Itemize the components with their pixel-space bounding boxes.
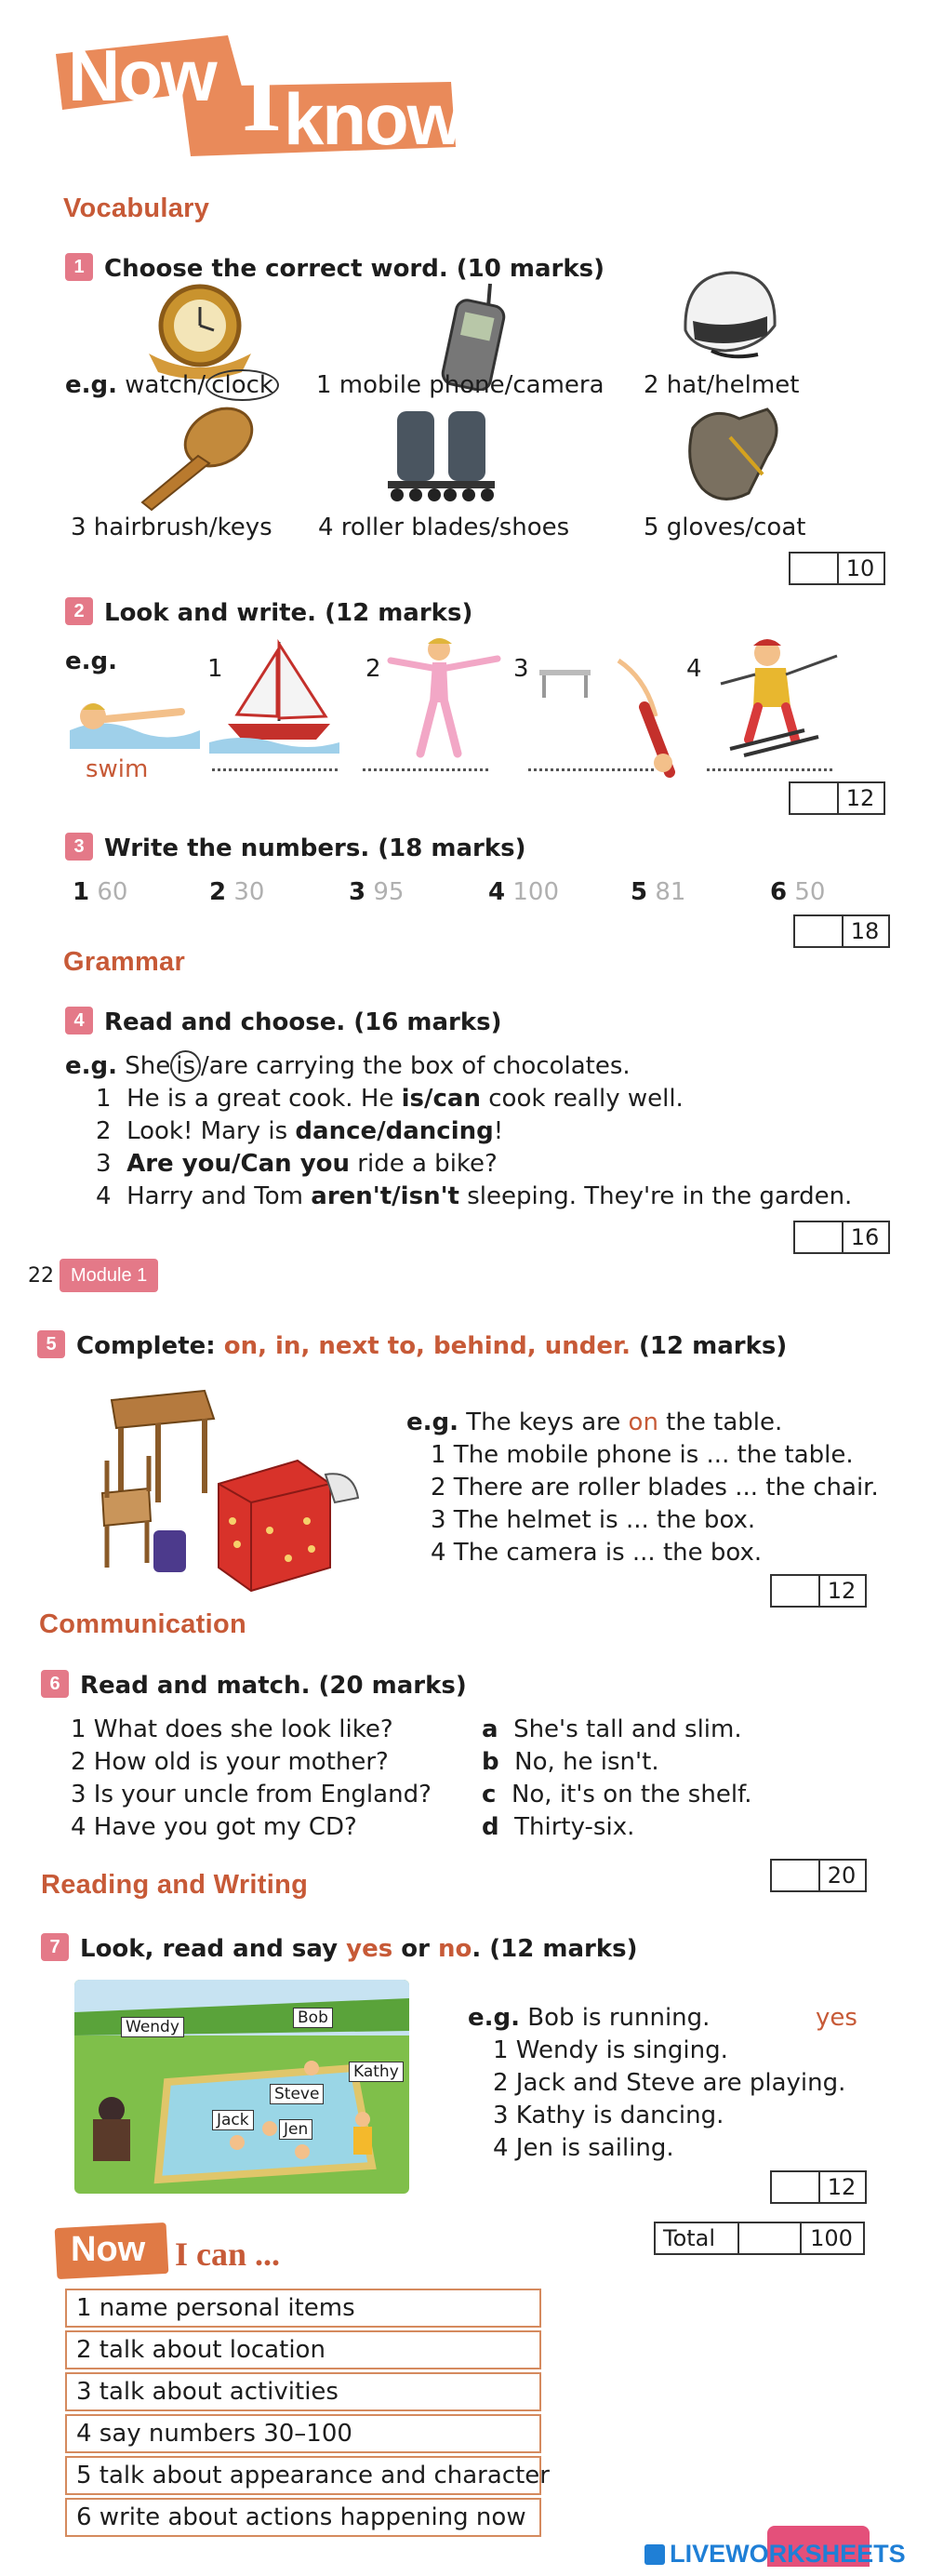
ex2-score-box — [789, 781, 885, 815]
ex7-number: 7 — [41, 1933, 69, 1961]
ex3-item-2-value: 30 — [233, 878, 265, 906]
label-steve: Steve — [270, 2084, 324, 2104]
ex2-answer-line-3[interactable] — [528, 767, 654, 771]
ex4-item-1-post: cook really well. — [481, 1085, 684, 1113]
ex4-eg-rest: /are carrying the box of chocolates. — [201, 1052, 631, 1080]
ex1-number: 1 — [65, 253, 93, 281]
ex4-item-4-choice: aren't/isn't — [311, 1182, 459, 1210]
ex7-title-or: or — [392, 1935, 438, 1963]
ex2-answer-line-4[interactable] — [707, 767, 832, 771]
ex5-item-3: 3 The helmet is ... the box. — [431, 1506, 756, 1534]
ex7-item-3: 3 Kathy is dancing. — [493, 2102, 724, 2129]
ex7-item-4: 4 Jen is sailing. — [493, 2134, 674, 2162]
ex3-item-2 — [209, 879, 264, 906]
ex7-eg-answer: yes — [816, 2004, 857, 2032]
page-number: 22 — [28, 1264, 54, 1288]
ex4-score-input[interactable] — [795, 1222, 844, 1252]
skier-illustration — [716, 633, 846, 763]
watermark-text: LIVEWORKSHEETS — [670, 2540, 906, 2568]
ex6-answer-b-text: No, he isn't. — [514, 1748, 659, 1776]
ex3-item-1-value: 60 — [97, 878, 128, 906]
ex4-eg-prefix: e.g. — [65, 1052, 117, 1080]
ex3-item-6-n: 6 — [770, 878, 788, 906]
ex4-title: Read and choose. (16 marks) — [104, 1008, 502, 1036]
ex6-question-2: 2 How old is your mother? — [71, 1748, 389, 1776]
ex7-item-1: 1 Wendy is singing. — [493, 2036, 728, 2064]
ex1-eg-option-circled: clock — [206, 369, 279, 401]
ex6-question-1: 1 What does she look like? — [71, 1715, 393, 1743]
ex5-score-max: 12 — [827, 1578, 857, 1604]
ex5-eg-b: the table. — [658, 1408, 783, 1436]
ex6-answer-c — [482, 1782, 752, 1809]
ex2-title: Look and write. (12 marks) — [104, 599, 473, 627]
ex1-item-4: 4 roller blades/shoes — [318, 514, 570, 541]
ex7-title-no: no — [437, 1935, 472, 1963]
ex5-title-prefix: Complete: — [76, 1332, 224, 1360]
roller-blades-illustration — [383, 402, 504, 514]
ex4-eg-circled: is — [170, 1050, 201, 1082]
ex1-eg-option-a: watch/ — [125, 371, 206, 399]
ex3-item-5-n: 5 — [631, 878, 648, 906]
ex7-score-input[interactable] — [772, 2172, 820, 2202]
ex3-item-1-n: 1 — [73, 878, 90, 906]
ex1-eg — [65, 372, 279, 399]
ex4-item-4-post: sleeping. They're in the garden. — [458, 1182, 853, 1210]
ex4-eg-subject: She — [125, 1052, 171, 1080]
total-value: 100 — [810, 2225, 853, 2251]
ex6-answer-d — [482, 1814, 634, 1841]
park-scene — [74, 1980, 409, 2194]
ex3-item-6-value: 50 — [794, 878, 826, 906]
ex5-item-4: 4 The camera is ... the box. — [431, 1539, 763, 1567]
ex4-item-2-post: ! — [493, 1117, 504, 1145]
ex6-answer-c-letter: c — [482, 1781, 497, 1809]
ex6-answer-d-letter: d — [482, 1813, 499, 1841]
total-label: Total — [656, 2223, 739, 2253]
ex3-score-box — [793, 914, 890, 948]
ex3-item-2-n: 2 — [209, 878, 227, 906]
ex4-item-3 — [96, 1151, 498, 1178]
ex4-item-1 — [96, 1086, 684, 1113]
ex4-item-4 — [96, 1183, 852, 1210]
ex7-title-yes: yes — [346, 1935, 393, 1963]
now-i-can-title-now: Now — [71, 2230, 146, 2269]
ex2-eg-label: e.g. — [65, 647, 117, 675]
ex6-answer-c-text: No, it's on the shelf. — [511, 1781, 752, 1809]
ex7-title — [80, 1935, 638, 1963]
ex3-item-3-value: 95 — [373, 878, 405, 906]
now-i-can-item-3: 3 talk about activities — [65, 2372, 541, 2411]
ex3-item-5-value: 81 — [655, 878, 686, 906]
ex6-number: 6 — [41, 1670, 69, 1698]
total-box — [654, 2222, 865, 2255]
ex2-number-3: 3 — [513, 655, 529, 683]
ex6-score-box — [770, 1859, 867, 1892]
ex4-item-1-choice: is/can — [401, 1085, 481, 1113]
park-picture — [74, 1980, 409, 2194]
ex1-title: Choose the correct word. (10 marks) — [104, 255, 605, 283]
ex3-item-4-n: 4 — [488, 878, 506, 906]
now-i-can-item-4: 4 say numbers 30–100 — [65, 2414, 541, 2453]
ex6-score-max: 20 — [827, 1862, 857, 1889]
ex1-score-max: 10 — [845, 555, 875, 581]
ex4-item-2 — [96, 1118, 503, 1145]
title-i: I — [242, 39, 282, 153]
ex1-item-3: 3 hairbrush/keys — [71, 514, 272, 541]
clock-illustration — [130, 279, 270, 381]
ex4-score-box — [793, 1221, 890, 1254]
ex2-number-2: 2 — [365, 655, 381, 683]
ex7-eg — [468, 2005, 710, 2032]
ex3-score-max: 18 — [850, 918, 880, 944]
ex6-answer-a-text: She's tall and slim. — [513, 1715, 742, 1743]
ex4-item-2-choice: dance/dancing — [295, 1117, 494, 1145]
ex2-eg-answer: swim — [86, 755, 149, 783]
ex6-title: Read and match. (20 marks) — [80, 1672, 467, 1700]
ex5-eg-word: on — [628, 1408, 658, 1436]
ex3-item-4-value: 100 — [512, 878, 559, 906]
title-know: know — [284, 78, 462, 160]
now-i-can-item-5: 5 talk about appearance and character — [65, 2456, 541, 2495]
section-grammar: Grammar — [63, 947, 186, 977]
label-jen: Jen — [279, 2119, 312, 2140]
ex2-number-1: 1 — [207, 655, 223, 683]
ex4-item-3-post: ride a bike? — [350, 1150, 498, 1178]
ex4-item-3-choice: Are you/Can you — [126, 1150, 351, 1178]
label-jack: Jack — [212, 2110, 254, 2130]
ex6-answer-a — [482, 1716, 742, 1743]
swimmer-illustration — [70, 684, 205, 758]
now-i-can-item-2: 2 talk about location — [65, 2330, 541, 2369]
ex1-score-box — [789, 552, 885, 585]
ex1-item-2: 2 hat/helmet — [644, 371, 800, 399]
label-bob: Bob — [293, 2008, 333, 2028]
ex7-eg-prefix: e.g. — [468, 2004, 520, 2032]
ex2-score-input[interactable] — [790, 783, 839, 813]
section-communication: Communication — [39, 1609, 247, 1639]
now-i-can-header — [56, 2225, 335, 2281]
ex4-number: 4 — [65, 1007, 93, 1034]
section-vocabulary: Vocabulary — [63, 194, 210, 223]
watermark-logo-icon — [644, 2544, 665, 2565]
hairbrush-illustration — [126, 400, 265, 512]
helmet-illustration — [674, 265, 786, 367]
ex5-score-input[interactable] — [772, 1576, 820, 1606]
title-banner — [51, 17, 462, 160]
ex5-eg-a: The keys are — [466, 1408, 629, 1436]
ex1-score-input[interactable] — [790, 554, 839, 583]
ex5-number: 5 — [37, 1330, 65, 1358]
now-i-can-title-rest: I can ... — [175, 2236, 281, 2273]
ex6-answer-b — [482, 1749, 659, 1776]
ex5-item-2: 2 There are roller blades ... the chair. — [431, 1474, 879, 1502]
ex7-title-b: . (12 marks) — [472, 1935, 638, 1963]
total-input[interactable] — [739, 2223, 802, 2253]
ex3-item-6 — [770, 879, 825, 906]
ex5-title-suffix: (12 marks) — [630, 1332, 788, 1360]
ex6-answer-b-letter: b — [482, 1748, 499, 1776]
ex2-answer-line-2[interactable] — [363, 767, 488, 771]
label-kathy: Kathy — [349, 2062, 404, 2082]
ex7-score-box — [770, 2170, 867, 2204]
ex5-title — [76, 1332, 787, 1360]
ex2-score-max: 12 — [845, 785, 875, 811]
now-i-can-item-6: 6 write about actions happening now — [65, 2498, 541, 2537]
ex7-score-max: 12 — [827, 2174, 857, 2200]
module-tag: Module 1 — [60, 1259, 158, 1292]
ex4-item-4-pre: 4 Harry and Tom — [96, 1182, 312, 1210]
ex1-item-5: 5 gloves/coat — [644, 514, 806, 541]
sailing-illustration — [209, 633, 339, 754]
ex5-item-1: 1 The mobile phone is ... the table. — [431, 1441, 854, 1469]
label-wendy: Wendy — [121, 2017, 184, 2037]
ex3-item-5 — [631, 879, 685, 906]
ex3-number: 3 — [65, 833, 93, 861]
ex4-item-1-pre: 1 He is a great cook. He — [96, 1085, 402, 1113]
ex6-answer-a-letter: a — [482, 1715, 498, 1743]
ex3-item-3 — [349, 879, 404, 906]
ex4-item-2-pre: 2 Look! Mary is — [96, 1117, 296, 1145]
ex6-score-input[interactable] — [772, 1861, 820, 1890]
ex6-question-3: 3 Is your uncle from England? — [71, 1781, 432, 1809]
ex2-number-4: 4 — [686, 655, 702, 683]
ex4-item-3-pre: 3 — [96, 1150, 127, 1178]
ex7-title-a: Look, read and say — [80, 1935, 347, 1963]
ex7-eg-text: Bob is running. — [527, 2004, 711, 2032]
title-now: Now — [68, 34, 216, 116]
section-reading-writing: Reading and Writing — [41, 1870, 309, 1900]
watermark — [644, 2540, 906, 2569]
skater-illustration — [381, 633, 512, 763]
gloves-illustration — [674, 400, 795, 512]
diver-illustration — [535, 642, 684, 781]
ex2-answer-line-1[interactable] — [212, 767, 338, 771]
ex3-score-input[interactable] — [795, 916, 844, 946]
ex3-title: Write the numbers. (18 marks) — [104, 834, 526, 862]
ex6-answer-d-text: Thirty-six. — [514, 1813, 635, 1841]
ex3-item-3-n: 3 — [349, 878, 366, 906]
now-i-can-item-1: 1 name personal items — [65, 2289, 541, 2328]
ex4-eg — [65, 1053, 631, 1080]
ex7-item-2: 2 Jack and Steve are playing. — [493, 2069, 846, 2097]
ex2-number: 2 — [65, 597, 93, 625]
ex6-question-4: 4 Have you got my CD? — [71, 1813, 357, 1841]
ex5-eg-prefix: e.g. — [406, 1408, 458, 1436]
room-illustration — [65, 1381, 381, 1595]
ex3-item-4 — [488, 879, 559, 906]
ex1-item-1: 1 mobile phone/camera — [316, 371, 604, 399]
ex5-eg — [406, 1409, 782, 1436]
ex3-item-1 — [73, 879, 127, 906]
ex5-score-box — [770, 1574, 867, 1608]
ex1-eg-prefix: e.g. — [65, 371, 117, 399]
ex4-score-max: 16 — [850, 1224, 880, 1250]
ex5-title-words: on, in, next to, behind, under. — [223, 1332, 631, 1360]
